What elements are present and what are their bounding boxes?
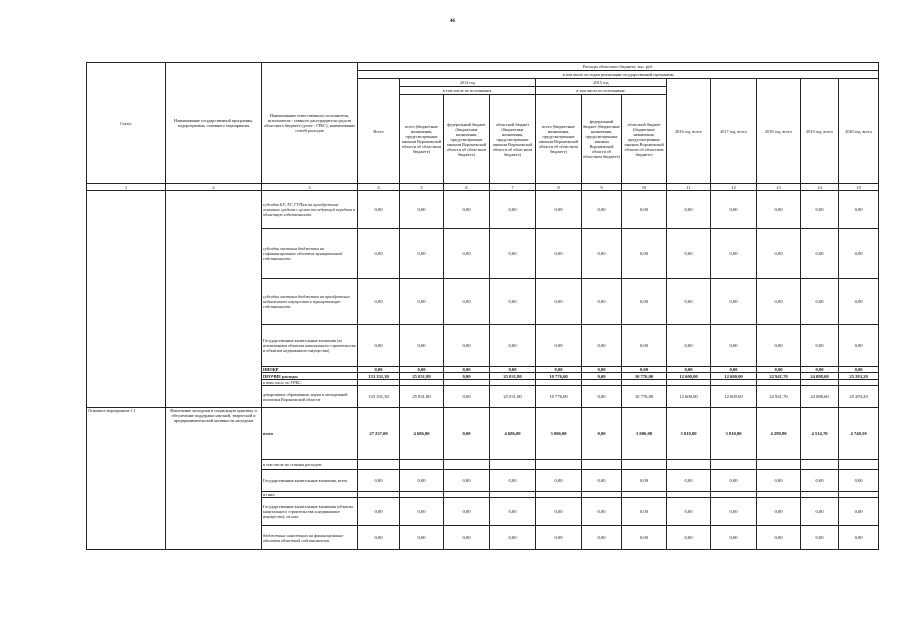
value-cell: 0,00	[622, 279, 667, 325]
value-cell: 0,00	[839, 279, 879, 325]
value-cell	[711, 460, 757, 470]
value-cell: 0,00	[711, 191, 757, 229]
col-number: 9	[582, 184, 622, 191]
value-cell: 0,00	[444, 279, 490, 325]
value-cell: 0,00	[490, 279, 536, 325]
value-cell: 3 006,00	[536, 408, 582, 460]
value-cell: 10 776,00	[536, 386, 582, 408]
value-cell: 4 514,70	[801, 408, 839, 460]
value-cell: 0,00	[801, 325, 839, 367]
col-number: 5	[400, 184, 444, 191]
value-cell: 10 776,00	[622, 373, 667, 380]
row-label: Государственные капитальные вложения (за исключением объектов капитального строительства и объектов недвижимого имущества)	[262, 325, 358, 367]
value-cell: 0,00	[667, 229, 711, 279]
value-cell: 0,00	[582, 408, 622, 460]
value-cell: 0,00	[536, 470, 582, 492]
value-cell: 0,00	[400, 325, 444, 367]
value-cell: 4 740,50	[839, 408, 879, 460]
value-cell: 0,00	[667, 526, 711, 550]
row-label: субсидии местным бюджетам на приобретение недвижимого имущества в муниципальную собственность	[262, 279, 358, 325]
value-cell: 25 293,20	[839, 386, 879, 408]
value-cell: 0,00	[490, 498, 536, 526]
value-cell: 0,00	[839, 526, 879, 550]
value-cell: 0,00	[622, 325, 667, 367]
header-year-2014: 2014 год	[400, 79, 536, 87]
value-cell: 0,00	[711, 229, 757, 279]
value-cell: 0,00	[582, 498, 622, 526]
col-number: 3	[262, 184, 358, 191]
value-cell: 0,00	[711, 367, 757, 373]
col-number: 2	[166, 184, 262, 191]
value-cell: 25 031,80	[490, 373, 536, 380]
header-col-5: всего (бюджетные назначения, предусмотренные законом Воронежской области об областном бюджете)	[400, 95, 444, 184]
value-cell: 0,00	[711, 526, 757, 550]
value-cell: 25 031,80	[490, 386, 536, 408]
value-cell	[622, 460, 667, 470]
value-cell: 0,00	[711, 470, 757, 492]
value-cell: 0,00	[801, 470, 839, 492]
row-status: Основное мероприятие 1.1	[87, 408, 166, 550]
header-col-15: 2020 год, всего	[839, 79, 879, 184]
row-label: субсидии БУ, АУ, ГУПам на приобретение основных средств с целью последующей передачи в областную собственность	[262, 191, 358, 229]
col-number: 8	[536, 184, 582, 191]
value-cell: 0,00	[536, 526, 582, 550]
value-cell: 0,00	[400, 367, 444, 373]
row-status	[87, 191, 166, 408]
value-cell: 0,00	[444, 367, 490, 373]
value-cell: 27 237,00	[358, 408, 400, 460]
row-label: ПРОЧИЕ расходы	[262, 373, 358, 380]
value-cell: 0,00	[839, 229, 879, 279]
value-cell: 0,00	[801, 191, 839, 229]
value-cell: 25 031,80	[400, 373, 444, 380]
col-number: 11	[667, 184, 711, 191]
value-cell: 0,00	[358, 229, 400, 279]
header-expenses-title: Расходы областного бюджета, тыс. руб.	[358, 63, 879, 71]
value-cell: 0,00	[582, 279, 622, 325]
value-cell: 0,00	[757, 498, 801, 526]
value-cell	[490, 460, 536, 470]
value-cell: 10 776,00	[536, 373, 582, 380]
value-cell: 0,00	[400, 498, 444, 526]
value-cell: 133 331,30	[358, 386, 400, 408]
value-cell: 4 299,80	[757, 408, 801, 460]
header-col-14: 2019 год, всего	[801, 79, 839, 184]
value-cell: 0,00	[582, 325, 622, 367]
value-cell: 25 293,20	[839, 373, 879, 380]
value-cell: 3 010,00	[667, 408, 711, 460]
value-cell: 12 600,00	[711, 373, 757, 380]
value-cell	[444, 460, 490, 470]
value-cell: 0,00	[711, 279, 757, 325]
header-executor: Наименование ответственного исполнителя, исполнителя - главного распорядителя средств областного бюджета (далее - ГРБС), наименование статей расходов	[262, 63, 358, 184]
row-label: НИОКР	[262, 367, 358, 373]
value-cell: 0,00	[667, 191, 711, 229]
value-cell: 0,00	[358, 470, 400, 492]
value-cell: 0,00	[490, 325, 536, 367]
col-number: 4	[358, 184, 400, 191]
value-cell: 0,00	[536, 279, 582, 325]
value-cell: 0,00	[801, 229, 839, 279]
header-col-7: областной бюджет (бюджетные назначения, предусмотренные законом Воронежской области об областном бюджете)	[490, 95, 536, 184]
header-col-9: федеральный бюджет (бюджетные назначения, предусмотренные законом Воронежской области об областном бюджете)	[582, 95, 622, 184]
header-years-subtitle: в том числе по годам реализации государственной программы	[358, 71, 879, 79]
value-cell: 0,00	[444, 229, 490, 279]
value-cell: 0,00	[757, 229, 801, 279]
value-cell: 0,00	[839, 470, 879, 492]
col-number: 1	[87, 184, 166, 191]
value-cell: 133 331,30	[358, 373, 400, 380]
header-col-13: 2018 год, всего	[757, 79, 801, 184]
value-cell: 0,00	[711, 325, 757, 367]
value-cell	[358, 460, 400, 470]
value-cell: 0,00	[839, 325, 879, 367]
value-cell: 0,00	[582, 386, 622, 408]
value-cell: 0,00	[358, 498, 400, 526]
value-cell: 0,00	[582, 367, 622, 373]
value-cell: 0,00	[667, 325, 711, 367]
row-label: в том числе по ГРБС:	[262, 380, 358, 386]
value-cell: 0,00	[801, 367, 839, 373]
value-cell: 22 941,70	[757, 386, 801, 408]
value-cell	[801, 460, 839, 470]
value-cell: 22 941,70	[757, 373, 801, 380]
value-cell: 0,00	[839, 498, 879, 526]
col-number: 14	[801, 184, 839, 191]
col-number: 13	[757, 184, 801, 191]
value-cell: 24 088,60	[801, 386, 839, 408]
value-cell	[536, 460, 582, 470]
table-row	[87, 408, 879, 460]
value-cell: 0,00	[400, 191, 444, 229]
value-cell: 0,00	[400, 526, 444, 550]
column-number-row	[87, 184, 879, 191]
value-cell: 0,00	[400, 229, 444, 279]
value-cell	[839, 460, 879, 470]
value-cell: 0,00	[622, 498, 667, 526]
value-cell: 0,00	[444, 498, 490, 526]
value-cell: 0,00	[536, 367, 582, 373]
value-cell: 0,00	[358, 367, 400, 373]
value-cell: 0,00	[667, 470, 711, 492]
value-cell: 0,00	[801, 279, 839, 325]
value-cell: 0,00	[711, 498, 757, 526]
row-label: субсидии местным бюджетам на софинансирование объектов муниципальной собственности	[262, 229, 358, 279]
value-cell: 0,00	[444, 325, 490, 367]
value-cell: 0,00	[358, 191, 400, 229]
value-cell	[757, 460, 801, 470]
value-cell: 0,00	[358, 279, 400, 325]
row-label: всего	[262, 408, 358, 460]
value-cell: 10 776,00	[622, 386, 667, 408]
header-col-10: областной бюджет (бюджетные назначения, предусмотренные законом Воронежской области об областном бюджете)	[622, 95, 667, 184]
value-cell: 0,00	[582, 229, 622, 279]
value-cell: 4 686,00	[400, 408, 444, 460]
value-cell	[667, 460, 711, 470]
table-row	[87, 191, 879, 229]
col-number: 6	[444, 184, 490, 191]
value-cell: 0,00	[757, 325, 801, 367]
header-status: Статус	[87, 63, 166, 184]
header-program-name: Наименование государственной программы, подпрограммы, основного мероприятия	[166, 63, 262, 184]
value-cell: 0,00	[444, 373, 490, 380]
col-number: 10	[622, 184, 667, 191]
value-cell: 0,00	[490, 526, 536, 550]
row-label: из них:	[262, 492, 358, 498]
value-cell: 0,00	[582, 470, 622, 492]
header-year-2015: 2015 год	[536, 79, 667, 87]
value-cell: 0,00	[622, 229, 667, 279]
value-cell: 3 006,00	[622, 408, 667, 460]
row-program-name	[166, 191, 262, 408]
row-label: Государственные капитальные вложения (объекты капитального строительства и недвижимое имущество), из них:	[262, 498, 358, 526]
header-col-12: 2017 год, всего	[711, 79, 757, 184]
value-cell: 0,00	[582, 373, 622, 380]
row-label: в том числе по статьям расходов:	[262, 460, 358, 470]
col-number: 15	[839, 184, 879, 191]
value-cell: 0,00	[490, 367, 536, 373]
header-col-8: всего (бюджетные назначения, предусмотренные законом Воронежской области об областном бюджете)	[536, 95, 582, 184]
header-col-6: федеральный бюджет (бюджетные назначения, предусмотренные законом Воронежской области об областном бюджете)	[444, 95, 490, 184]
value-cell: 0,00	[490, 470, 536, 492]
value-cell: 0,00	[444, 408, 490, 460]
row-program-name: Вовлечение молодежи в социальную практику и обеспечение поддержки научной, творческой и предпринимательской активности молодежи	[166, 408, 262, 550]
value-cell: 0,00	[757, 470, 801, 492]
value-cell: 0,00	[400, 470, 444, 492]
value-cell: 0,00	[801, 526, 839, 550]
value-cell: 0,00	[839, 367, 879, 373]
value-cell: 24 088,60	[801, 373, 839, 380]
value-cell: 12 600,00	[711, 386, 757, 408]
value-cell: 0,00	[358, 526, 400, 550]
col-number: 7	[490, 184, 536, 191]
value-cell: 12 600,00	[667, 386, 711, 408]
row-label: департамент образования, науки и молодежной политики Воронежской области	[262, 386, 358, 408]
value-cell: 4 686,00	[490, 408, 536, 460]
value-cell: 0,00	[400, 279, 444, 325]
value-cell: 3 010,00	[711, 408, 757, 460]
value-cell: 0,00	[757, 279, 801, 325]
budget-table	[86, 62, 879, 550]
value-cell: 0,00	[536, 229, 582, 279]
value-cell: 0,00	[622, 191, 667, 229]
header-total: Всего	[358, 79, 400, 184]
value-cell: 0,00	[622, 470, 667, 492]
value-cell: 0,00	[757, 526, 801, 550]
value-cell	[582, 460, 622, 470]
value-cell: 0,00	[536, 191, 582, 229]
col-number: 12	[711, 184, 757, 191]
value-cell: 0,00	[801, 498, 839, 526]
value-cell: 0,00	[667, 279, 711, 325]
header-by-sources-2014: в том числе по источникам:	[400, 87, 536, 95]
value-cell: 0,00	[622, 367, 667, 373]
value-cell: 0,00	[622, 526, 667, 550]
value-cell: 0,00	[490, 229, 536, 279]
value-cell: 0,00	[358, 325, 400, 367]
value-cell	[400, 460, 444, 470]
value-cell: 12 600,00	[667, 373, 711, 380]
value-cell: 0,00	[444, 191, 490, 229]
row-label: Государственные капитальные вложения, всего	[262, 470, 358, 492]
value-cell: 0,00	[536, 325, 582, 367]
value-cell: 0,00	[839, 191, 879, 229]
value-cell: 0,00	[444, 470, 490, 492]
value-cell: 0,00	[757, 367, 801, 373]
value-cell: 0,00	[667, 367, 711, 373]
page-number: 46	[450, 19, 455, 24]
value-cell: 0,00	[667, 498, 711, 526]
value-cell: 25 031,80	[400, 386, 444, 408]
row-label: бюджетные инвестиции на финансирование объектов областной собственности	[262, 526, 358, 550]
value-cell: 0,00	[582, 191, 622, 229]
value-cell: 0,00	[444, 386, 490, 408]
header-col-11: 2016 год, всего	[667, 79, 711, 184]
value-cell: 0,00	[444, 526, 490, 550]
header-by-sources-2015: в том числе по источникам:	[536, 87, 667, 95]
value-cell: 0,00	[582, 526, 622, 550]
value-cell: 0,00	[536, 498, 582, 526]
value-cell: 0,00	[757, 191, 801, 229]
value-cell: 0,00	[490, 191, 536, 229]
